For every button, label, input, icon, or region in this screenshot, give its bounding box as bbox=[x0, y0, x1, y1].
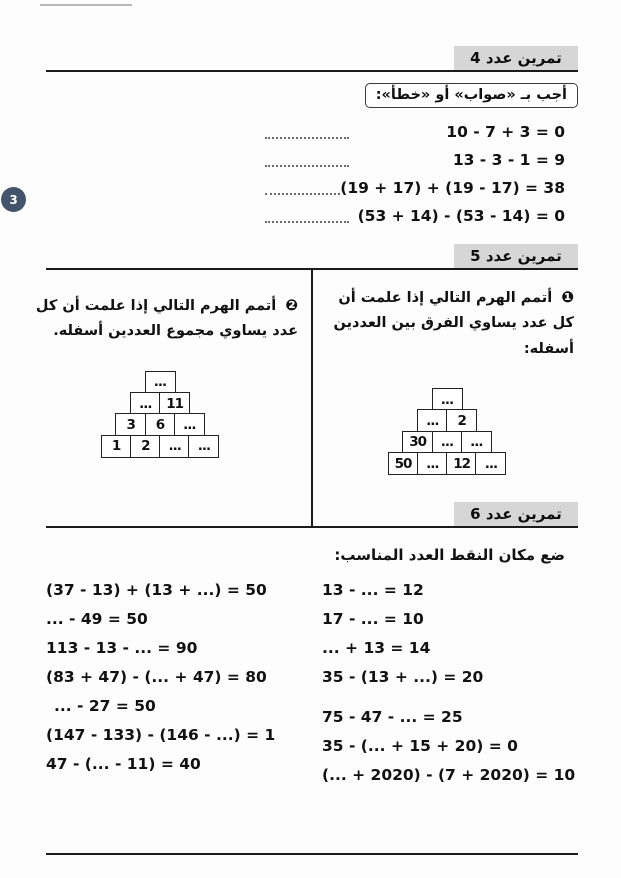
fill-equation: 75 - 47 - ... = 25 bbox=[322, 708, 463, 726]
pyramid-difference bbox=[320, 388, 574, 475]
pyramid-row bbox=[101, 435, 220, 458]
answer-blank bbox=[265, 126, 349, 139]
fill-equation: 35 - (13 + ...) = 20 bbox=[322, 668, 484, 686]
circled-2-icon: ❷ bbox=[285, 296, 298, 314]
pyramid-cell: ... bbox=[475, 452, 506, 475]
tf-item-row bbox=[265, 121, 565, 143]
pyramid-sum bbox=[22, 371, 298, 458]
pyramid-row bbox=[388, 452, 507, 475]
page-number-badge: 3 bbox=[1, 187, 26, 212]
pyramid-row bbox=[417, 409, 477, 432]
answer-blank bbox=[265, 154, 349, 167]
pyramid-cell: ... bbox=[145, 371, 176, 394]
task2 bbox=[22, 292, 298, 458]
fill-equation: 13 - ... = 12 bbox=[322, 581, 424, 599]
exercise4-instruction: أجب بـ «صواب» أو «خطأ»: bbox=[375, 87, 567, 103]
tf-equation: (53 + 14) - (53 - 14) = 0 bbox=[357, 207, 565, 225]
exercise4-header: تمرين عدد 4 bbox=[454, 46, 578, 71]
pyramid-row bbox=[115, 413, 205, 436]
pyramid-cell: ... bbox=[174, 413, 205, 436]
tf-item-row bbox=[265, 177, 565, 199]
answer-blank bbox=[265, 182, 340, 195]
task1-prompt bbox=[320, 284, 574, 362]
pyramid-cell: ... bbox=[417, 409, 448, 432]
fill-equation: 47 - (... - 11) = 40 bbox=[46, 755, 201, 773]
exercise4-instruction-box bbox=[365, 83, 578, 108]
pyramid-cell: ... bbox=[159, 435, 190, 458]
pyramid-cell: ... bbox=[432, 431, 463, 454]
exercise5-header: تمرين عدد 5 bbox=[454, 244, 578, 269]
exercise6-header: تمرين عدد 6 bbox=[454, 502, 578, 527]
tf-equation: 10 - 7 + 3 = 0 bbox=[446, 123, 565, 141]
tf-equation: 13 - 3 - 1 = 9 bbox=[452, 151, 565, 169]
answer-blank bbox=[265, 210, 349, 223]
column-divider bbox=[311, 268, 313, 528]
fill-equation: (83 + 47) - (... + 47) = 80 bbox=[46, 668, 267, 686]
fill-equation: (147 - 133) - (146 - ...) = 1 bbox=[46, 726, 276, 744]
pyramid-row bbox=[432, 388, 463, 411]
bottom-rule bbox=[46, 853, 578, 855]
exercise6-right-column bbox=[322, 576, 578, 790]
exercise6-left-column bbox=[46, 576, 308, 779]
fill-equation: ... - 27 = 50 bbox=[54, 697, 156, 715]
tf-item-row bbox=[265, 149, 565, 171]
task2-prompt bbox=[22, 292, 298, 345]
tf-equation: (19 + 17) + (19 - 17) = 38 bbox=[340, 179, 565, 197]
fill-equation: ... - 49 = 50 bbox=[46, 610, 148, 628]
pyramid-cell: 2 bbox=[130, 435, 161, 458]
pyramid-cell: 6 bbox=[145, 413, 176, 436]
pyramid-row bbox=[402, 431, 492, 454]
pyramid-cell: 30 bbox=[402, 431, 433, 454]
fill-equation: ... + 13 = 14 bbox=[322, 639, 431, 657]
task2-text: أتمم الهرم التالي إذا علمت أن كل عدد يساوي مجموع العددين أسفله. bbox=[35, 298, 298, 340]
fill-equation: 113 - 13 - ... = 90 bbox=[46, 639, 198, 657]
pyramid-row bbox=[145, 371, 176, 394]
pyramid-cell: 50 bbox=[388, 452, 419, 475]
pyramid-cell: 11 bbox=[159, 392, 190, 415]
pyramid-cell: 2 bbox=[446, 409, 477, 432]
exercise6-rule bbox=[46, 526, 578, 528]
task1 bbox=[320, 284, 574, 475]
pyramid-cell: 1 bbox=[101, 435, 132, 458]
pyramid-cell: ... bbox=[188, 435, 219, 458]
pyramid-cell: 3 bbox=[115, 413, 146, 436]
tf-item-row bbox=[265, 205, 565, 227]
pyramid-cell: ... bbox=[461, 431, 492, 454]
top-left-mark bbox=[40, 4, 132, 6]
pyramid-cell: ... bbox=[417, 452, 448, 475]
fill-equation: 35 - (... + 15 + 20) = 0 bbox=[322, 737, 518, 755]
exercise6-instruction: ضع مكان النقط العدد المناسب: bbox=[334, 546, 565, 564]
fill-equation: (... + 2020) - (7 + 2020) = 10 bbox=[322, 766, 576, 784]
pyramid-cell: 12 bbox=[446, 452, 477, 475]
exercise4-rule bbox=[46, 70, 578, 72]
task1-text: أتمم الهرم التالي إذا علمت أن كل عدد يساوي الفرق بين العددين أسفله: bbox=[333, 290, 574, 357]
fill-equation: (37 - 13) + (13 + ...) = 50 bbox=[46, 581, 267, 599]
fill-equation: 17 - ... = 10 bbox=[322, 610, 424, 628]
pyramid-cell: ... bbox=[130, 392, 161, 415]
pyramid-cell: ... bbox=[432, 388, 463, 411]
circled-1-icon: ❶ bbox=[561, 288, 574, 306]
pyramid-row bbox=[130, 392, 190, 415]
